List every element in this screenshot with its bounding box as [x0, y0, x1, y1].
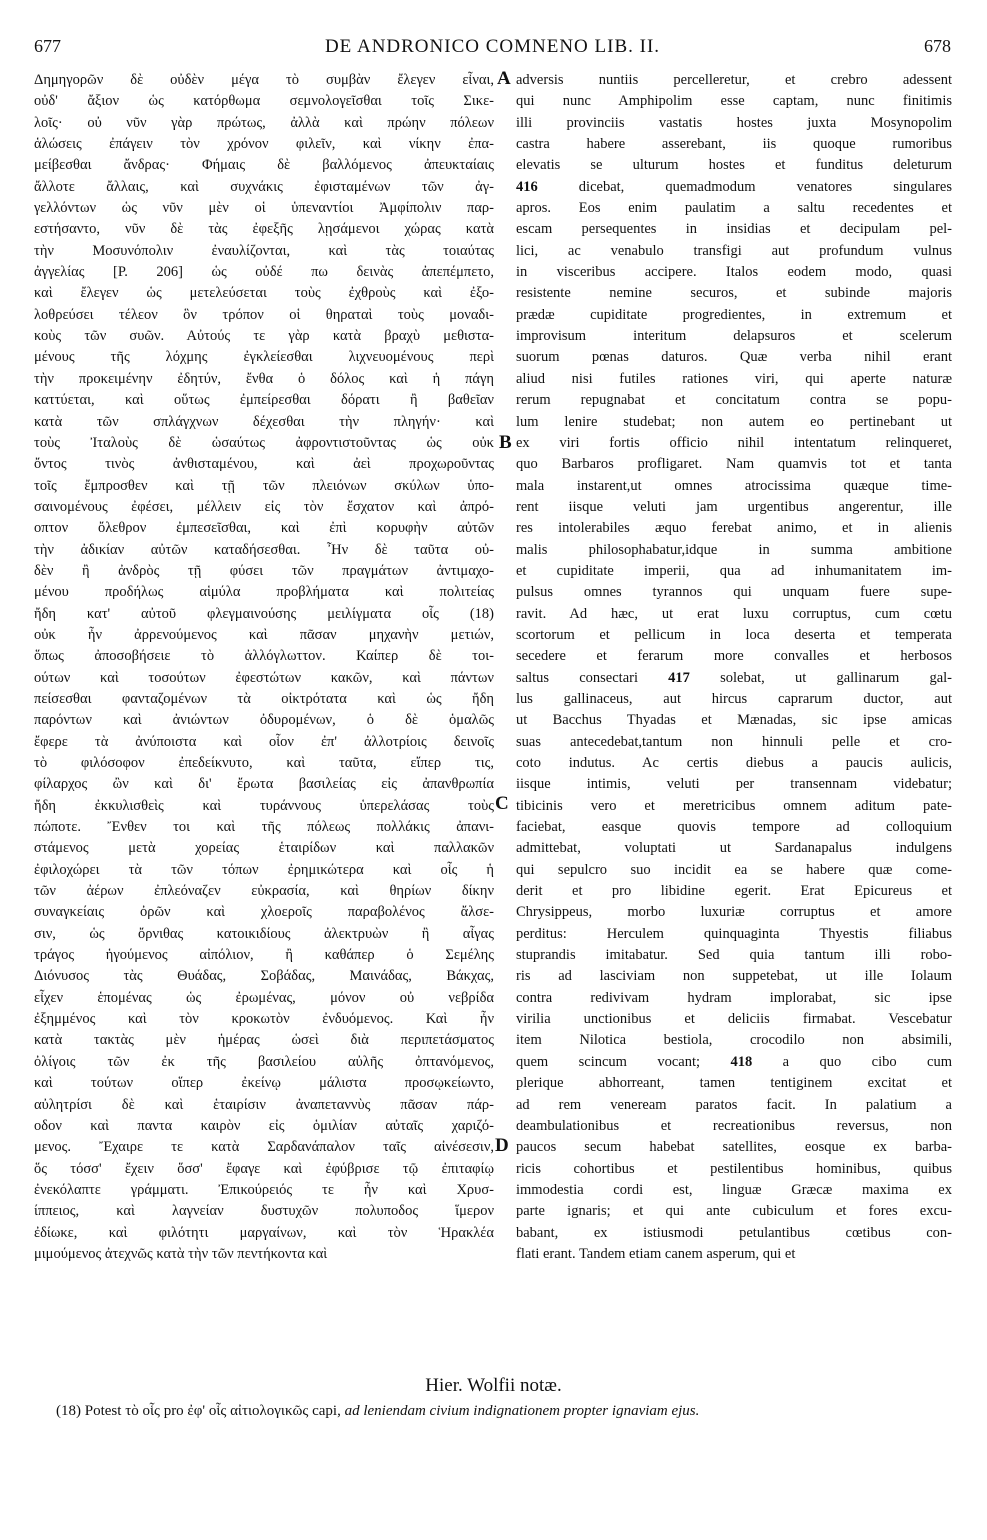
latin-text-line: adversis nuntiis percelleretur, et crebro adessent	[516, 72, 952, 88]
greek-text-line: κοὺς τῶν συῶν. Αὐτούς τε γὰρ κατὰ βραχὺ μεθιστα-	[34, 328, 494, 345]
greek-text-line: σιν, ὡς ὄρνιθας κατοικιδίους ἀλεκτρυὼν ἢ αἶγας	[34, 925, 494, 942]
running-header	[34, 36, 951, 66]
greek-text-line: πώποτε. Ἔνθεν τοι καὶ τῆς πόλεως πολλάκις ἀπανι-	[34, 819, 494, 836]
greek-text-line: οὐκ ἦν ἀρρενούμενος καὶ πᾶσαν μηχανὴν μετιών,	[34, 626, 494, 643]
latin-text-line: stuprandis imitabatur. Sed quia tantum illi robo-	[516, 947, 952, 964]
greek-text-line: ἐνεκόλαπτε γράμματι. Ἐπικούρειός τε ἦν καὶ Χρυσ-	[34, 1181, 494, 1198]
latin-text-line: res intolerabiles æquo ferebat animo, et in alienis	[516, 520, 952, 537]
greek-text-line: γελλόντων ὡς νῦν μὲν οἱ ὑπεναντίοι Ἀμφίπολιν παρ-	[34, 200, 494, 217]
greek-text-line: ούτων καὶ τοσούτων ἐφεστώτων κακῶν, καὶ πάντων	[34, 669, 494, 686]
greek-text-line: οὐδ' ἄξιον ὡς κατόρθωμα σεμνολογεῖσθαι τοῖς Σικε-	[34, 93, 494, 110]
greek-text-line: ὀλίγοις τῶν ἐκ τῆς βασιλείου αὐλῆς ὀπτανόμενος,	[34, 1053, 494, 1070]
latin-text-line: malis philosophabatur,idque in summa ambitione	[516, 541, 952, 558]
greek-text-line: οδον καὶ παντα καιρὸν εἰς ὁμιλίαν αὐταῖς χαριζό-	[34, 1117, 494, 1134]
latin-text-line: apros. Eos enim paulatim a saltu recedentes et	[516, 200, 952, 217]
latin-text-line: escam persequentes in insidias et decipulam pel-	[516, 221, 952, 238]
greek-text-line: ἐφιλοχώρει τὰ τῶν τόπων ἐρημικώτερα καὶ οἷς ἡ	[34, 861, 494, 878]
greek-text-line: λοῖς· οὐ νῦν γὰρ πρώτως, ἀλλὰ καὶ πρώην πόλεων	[34, 114, 494, 131]
latin-text-line: babant, ex istiusmodi petulantibus cœtibus con-	[516, 1224, 952, 1241]
latin-text-line: in visceribus accipere. Italos eodem modo, quasi	[516, 264, 952, 281]
latin-text-line: faciebat, easque quovis tempore ad colloquium	[516, 819, 952, 836]
latin-text-line: ricis cohortibus et pestilentibus hominibus, quibus	[516, 1160, 952, 1177]
greek-text-line: δὲν ἢ ἀνδρὸς τῇ φύσει τῶν πραγμάτων ἀντιμαχο-	[34, 562, 494, 579]
latin-text-line: rent iisque veluti jam urgentibus angerentur, ille	[516, 498, 952, 515]
greek-text-line: ὅπως ἀποσοβήσειε τὸ ἀλλόγλωττον. Καίπερ δὲ τοι-	[34, 648, 494, 665]
greek-text-line: οπτον ὄλεθρον ἐμπεσεῖσθαι, καὶ ἐπὶ κορυφὴν αὐτῶν	[34, 520, 494, 537]
greek-text-line: λοθρεύσει τέλεον ὃν τρόπον οἱ θηραταὶ τοὺς μοναδι-	[34, 306, 494, 323]
latin-text-line: iisque intimis, veluti per transennam videbatur;	[516, 776, 952, 793]
latin-text-line: ad rem veneream paratos facit. In palatium a	[516, 1096, 952, 1113]
greek-text-line: ἀγγελίας [P. 206] ὡς οὐδέ πω δεινὰς ἀπεπέμπετο,	[34, 264, 494, 281]
page-number-left: 677	[34, 36, 61, 56]
greek-text-line: καὶ τούτων οἵπερ ἐκείνῳ μάλιστα προσῳκείωντο,	[34, 1075, 494, 1092]
greek-text-line: τοῖς ἔμπροσθεν καὶ τῇ τῶν πλειόνων σκύλων ὑπο-	[34, 477, 494, 494]
greek-text-line: τὴν προκειμένην ἐδητύν, ἔνθα ὁ δόλος καὶ ἡ πάγη	[34, 370, 494, 387]
section-marker-b: B	[499, 432, 512, 453]
running-title: DE ANDRONICO COMNENO LIB. II.	[324, 36, 661, 57]
section-marker-c: C	[495, 793, 509, 814]
greek-text-line: τὴν Μοσυνόπολιν ἐναυλίζονται, καὶ τὰς τοιαύτας	[34, 242, 494, 259]
greek-text-line: σαινομένους ἐφέσει, μέλλειν εἰς τὸν ἔσχατον καὶ ἀπρό-	[34, 498, 494, 515]
greek-text-line: ίππειος, καὶ λαγνείαν δυστυχῶν πολυποδος ἵμερον	[34, 1203, 494, 1220]
greek-text-line: συναγκείαις ὀρῶν καὶ χλοεροῖς παραβολένος ἄλσε-	[34, 904, 494, 921]
latin-text-line: perditus: Herculem quinquaginta Thyestis filiabus	[516, 925, 952, 942]
greek-text-line: Διόνυσος τὰς Θυάδας, Σοβάδας, Μαινάδας, Βάκχας,	[34, 968, 494, 985]
latin-text-line: qui nunc Amphipolim esse captam, nunc finitimis	[516, 93, 952, 110]
latin-text-line: flati erant. Tandem etiam canem asperum, qui et	[516, 1245, 796, 1262]
greek-text-line: ἤδη ἐκκυλισθεὶς καὶ τυράννους ὑπερελάσας τοὺς	[34, 797, 494, 814]
latin-text-line: et cupiditate imperii, qua ad inhumanitatem im-	[516, 562, 952, 579]
latin-text-line: prædæ cupiditate progredientes, in extremum et	[516, 306, 952, 323]
latin-text-line: paucos secum habebat satellites, eosque ex barba-	[516, 1139, 952, 1156]
latin-text-line: elevatis se ulturum hostes et funditus deleturum	[516, 157, 952, 174]
greek-text-line: τοὺς Ἰταλοὺς δὲ ὡσαύτως ἀφροντιστοῦντας ὡς οὐκ	[34, 434, 494, 451]
greek-text-line: μιμούμενος ἀτεχνῶς κατὰ τὴν τῶν πεντήκοντα καὶ	[34, 1245, 328, 1262]
latin-text-line: improvisum interitum delapsuros et scelerum	[516, 328, 952, 345]
greek-text-line: πείσεσθαι φανταζομένων τὰ οἰκτρότατα καὶ ὡς ἤδη	[34, 690, 494, 707]
latin-text-line: quo Barbaros profligaret. Nam quamvis tot et tanta	[516, 456, 952, 473]
greek-text-line: ἄλλοτε ἄλλαις, καὶ συχνάκις ἐφισταμένων τῶν ἀγ-	[34, 178, 494, 195]
latin-text-line: coto indutus. Ac certis diebus a paucis aulicis,	[516, 755, 952, 771]
latin-text-line: quem scincum vocant; 418 a quo cibo cum	[516, 1053, 952, 1070]
greek-text-line: ἐξημμένος καὶ τὸν κροκωτὸν ἐνδυόμενος. Καὶ ἦν	[34, 1011, 494, 1028]
greek-text-line: ἁλώσεις ἐπάγειν τὸν χρόνον φιλεῖν, καὶ νίκην ἐπα-	[34, 136, 494, 153]
latin-text-line: castra habere asserebant, iis quoque rumoribus	[516, 136, 952, 153]
section-marker-d: D	[495, 1135, 509, 1156]
footnote-number: (18)	[56, 1403, 81, 1419]
footnote-italic: ad leniendam civium indignationem propter ignaviam ejus.	[344, 1403, 700, 1419]
latin-text-line: ris ad lasciviam non suppetebat, ut ille Iolaum	[516, 968, 952, 985]
latin-text-line: qui sepulcro suo incidit ea se habere quæ come-	[516, 861, 952, 878]
latin-text-line: virilia unctionibus et deliciis firmabat. Vescebatur	[516, 1011, 952, 1028]
page-number-right: 678	[924, 36, 951, 56]
greek-text-line: ὄντος τινὸς ἀνθισταμένου, καὶ ἀεὶ προχωροῦντας	[34, 456, 494, 473]
latin-text-line: suorum pœnas daturos. Quæ verba nihil erant	[516, 349, 952, 366]
latin-text-line: lum lenire studebat; non autem eo pertinebant ut	[516, 413, 952, 430]
greek-text-line: μένου προδήλως αἱμύλα προβλήματα καὶ πολιτείας	[34, 584, 494, 601]
latin-text-line: suas antecedebat,tantum non hinnuli pelle et cro-	[516, 733, 952, 750]
latin-text-line: pulsus omnes tyrannos qui unquam fuere supe-	[516, 584, 952, 601]
greek-text-line: ὅς τόσσ' ἔχειν ὅσσ' ἔφαγε καὶ ἐφύβρισε τῷ ἐπιταφίῳ	[34, 1160, 494, 1177]
latin-text-line: ut Bacchus Thyadas et Mænadas, sic ipse amicas	[516, 712, 952, 729]
latin-text-column	[516, 70, 952, 1265]
latin-text-line: lici, ac venabulo transfigi aut profundum vulnus	[516, 242, 952, 259]
latin-text-line: ex viri fortis officio nihil intentatum relinqueret,	[516, 434, 952, 451]
footnote-greek: τὸ οἷς pro ἐφ' οἷς αἰτιολογικῶς capi,	[125, 1403, 341, 1419]
section-number: 417	[668, 669, 690, 686]
greek-text-line: κατὰ τῶν σπλάγχνων δέχεσθαι τὴν πληγήν· καὶ	[34, 413, 494, 430]
latin-text-line: illi provinciis vastatis hostes juxta Mosynopolim	[516, 114, 952, 131]
greek-text-line: Δημηγορῶν δὲ οὐδὲν μέγα τὸ συμβὰν ἔλεγεν εἶναι,	[34, 72, 494, 88]
greek-text-line: φίλαρχος ὢν καὶ δι' ἔρωτα βασιλείας εἰς ἀπανθρωπία	[34, 776, 494, 793]
latin-text-line: parte ignaris; et qui ante cubiculum et fores excu-	[516, 1203, 952, 1220]
greek-text-line: εἶχεν ἑπομένας ὡς ἐρωμένας, μόνον οὐ νεβρίδα	[34, 989, 494, 1006]
footnote-18	[56, 1400, 946, 1422]
greek-text-line: τράγος ἡγούμενος αἰπόλιον, ἢ καθάπερ ὁ Σεμέλης	[34, 947, 494, 964]
latin-text-line: contra redivivam hydram implorabat, sic ipse	[516, 989, 952, 1006]
greek-text-line: καττύεται, καὶ οὕτως ἐμπείρεσθαι δόρατι ἢ βαθεῖαν	[34, 392, 494, 409]
greek-text-line: μένους τῆς λόχμης ἐγκλείεσθαι λιχνευομένους περὶ	[34, 349, 494, 366]
latin-text-line: ravit. Ad hæc, ut erat luxu corruptus, cum cœtu	[516, 605, 952, 622]
greek-text-line: μενος. Ἔχαιρε τε κατὰ Σαρδανάπαλον ταῖς αἰνέσεσιν,	[34, 1139, 494, 1156]
section-number: 416	[516, 178, 538, 195]
latin-text-line: resistente nemine securos, et subinde majoris	[516, 285, 952, 302]
latin-text-line: derit et pro libidine egerit. Erat Epicureus et	[516, 883, 952, 900]
latin-text-line: Chrysippeus, morbo luxuriæ corruptus et amore	[516, 904, 952, 921]
greek-text-line: ἔφερε τὰ ἀνύποιστα καὶ οἷον ἐπ' ἀλλοτρίοις δεινοῖς	[34, 733, 494, 750]
greek-text-line: ἤδη κατ' αὐτοῦ φλεγμαινούσης μειλίγματα οἷς (18)	[34, 605, 494, 622]
latin-text-line: aliud nisi futiles rationes viri, qui aperte naturæ	[516, 370, 952, 387]
latin-text-line: plerique abhorreant, tamen tentiginem excitat et	[516, 1075, 952, 1092]
latin-text-line: secedere et ferarum more convalles et herbosos	[516, 648, 952, 665]
latin-text-line: deambulationibus et recreationibus reversus, non	[516, 1117, 952, 1134]
greek-text-line: καὶ ἔλεγεν ὡς μετελεύσεται τοὺς ἐχθροὺς καὶ ἐξο-	[34, 285, 494, 302]
greek-text-line: αὐλητρίσι δὲ καὶ ἑταιρίσιν ἀναπεταννὺς πᾶσαν πάρ-	[34, 1096, 494, 1113]
notes-heading: Hier. Wolfii notæ.	[425, 1375, 562, 1396]
greek-text-line: ἐδίωκε, καὶ φιλότητι μαργαίνων, καὶ τὸν Ἡρακλέα	[34, 1224, 494, 1241]
greek-text-line: παρόντων καὶ ἀνιώντων ὀδυρομένων, ὁ δὲ ὁμαλῶς	[34, 712, 494, 729]
greek-text-line: μείβεσθαι ἄνδρας· Φήμαις δὲ βαλλόμενος ἀπευκταίαις	[34, 157, 494, 174]
footnote-latin: Potest	[84, 1403, 122, 1419]
latin-text-line: immodestia cordi est, linguæ Græcæ maxima ex	[516, 1181, 952, 1198]
latin-text-line: scortorum et pellicum in loca deserta et temperata	[516, 626, 952, 643]
section-number: 418	[730, 1053, 753, 1070]
greek-text-line: τὸ φιλόσοφον ἐπεδείκνυτο, καὶ ταῦτα, εἴπερ τις,	[34, 755, 494, 771]
section-marker-a: A	[497, 68, 511, 89]
latin-text-line: tibicinis vero et meretricibus omnem aditum pate-	[516, 797, 952, 814]
latin-text-line: rerum repugnabat et concitatum contra se popu-	[516, 392, 952, 409]
greek-text-column	[34, 70, 494, 1265]
latin-text-line: mala instarent,ut omnes atrocissima quæque time-	[516, 477, 952, 494]
latin-text-line: item Nilotica bestiola, crocodilo non absimili,	[516, 1032, 952, 1049]
greek-text-line: τῶν ἀέρων ἐπλεόναζεν εὐκρασία, καὶ θηρίων δίκην	[34, 883, 494, 900]
latin-text-line: saltus consectari 417 solebat, ut gallinarum gal-	[516, 669, 952, 686]
greek-text-line: τὴν ἀδικίαν αὐτῶν καταδήσεσθαι. Ἦν δὲ ταῦτα οὐ-	[34, 541, 494, 558]
greek-text-line: στάμενος μετὰ χορείας ἑταιρίδων καὶ παλλακῶν	[34, 840, 494, 857]
latin-text-line: lus gallinaceus, aut hircus caprarum ductor, aut	[516, 690, 952, 707]
greek-text-line: κατὰ τακτὰς μὲν ἡμέρας ὡσεὶ διὰ περιπετάσματος	[34, 1032, 494, 1049]
greek-text-line: εστήσαντο, νῦν δὲ τὰς ἐφεξῆς λῃσάμενοι χώρας κατὰ	[34, 221, 494, 238]
latin-text-line: 416 dicebat, quemadmodum venatores singulares	[516, 178, 952, 195]
latin-text-line: admittebat, voluptati ut Sardanapalus indulgens	[516, 840, 952, 857]
